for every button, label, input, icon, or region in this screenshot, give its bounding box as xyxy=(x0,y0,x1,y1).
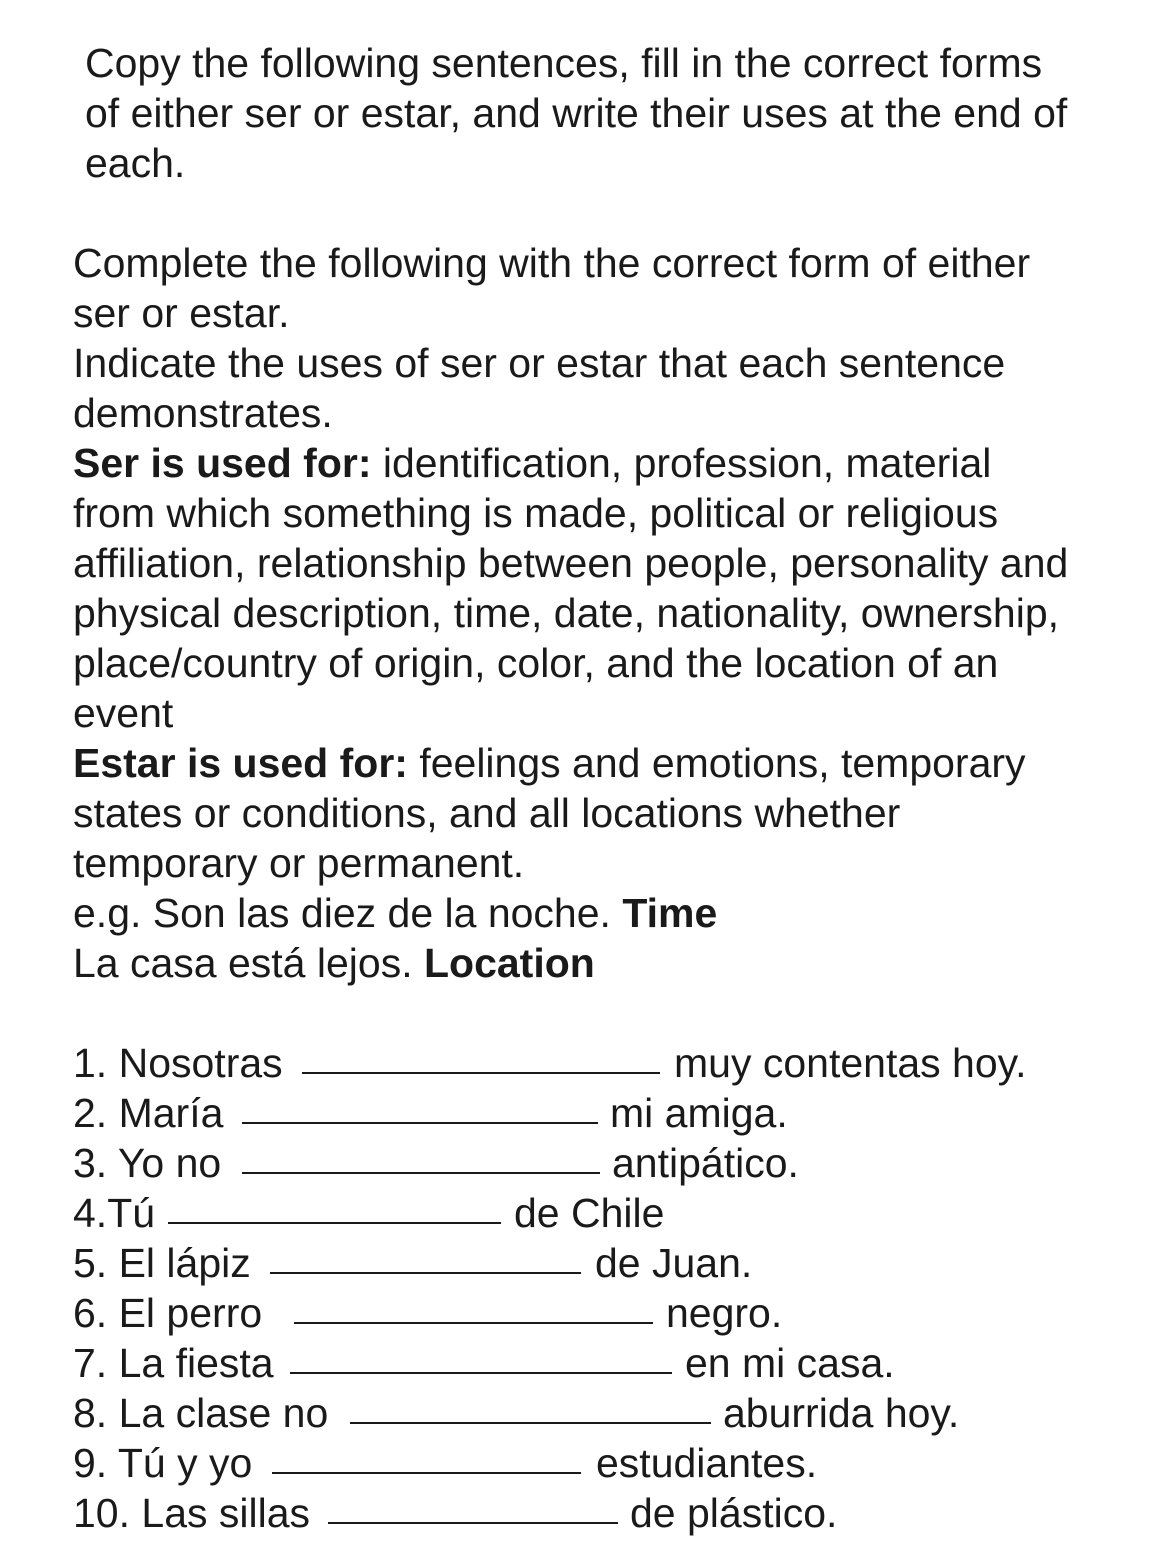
answer-blank[interactable] xyxy=(168,1222,501,1224)
example-time xyxy=(73,888,1133,938)
answer-blank[interactable] xyxy=(242,1172,600,1174)
exercise-item xyxy=(73,1038,1133,1088)
spacer xyxy=(73,188,1133,238)
exercise-item xyxy=(73,1338,1133,1388)
exercise-suffix: negro. xyxy=(666,1290,783,1336)
exercise-item xyxy=(73,1238,1133,1288)
exercise-suffix: de plástico. xyxy=(630,1490,838,1536)
answer-blank[interactable] xyxy=(270,1272,581,1274)
exercise-item xyxy=(73,1438,1133,1488)
exercise-item xyxy=(73,1188,1133,1238)
exercise-item xyxy=(73,1088,1133,1138)
exercise-suffix: estudiantes. xyxy=(596,1440,818,1486)
example-sentence: e.g. Son las diez de la noche. xyxy=(73,890,623,936)
complete-instruction: Complete the following with the correct form of either ser or estar. xyxy=(73,240,1031,336)
exercise-prefix: 1. Nosotras xyxy=(73,1040,283,1086)
exercise-prefix: 10. Las sillas xyxy=(73,1490,311,1536)
exercise-prefix: 8. La clase no xyxy=(73,1390,329,1436)
exercise-suffix: de Juan. xyxy=(595,1240,753,1286)
exercise-item xyxy=(73,1388,1133,1438)
exercise-prefix: 7. La fiesta xyxy=(73,1340,274,1386)
answer-blank[interactable] xyxy=(328,1522,618,1524)
example-use: Time xyxy=(622,890,718,936)
example-sentence: La casa está lejos. xyxy=(73,940,424,986)
answer-blank[interactable] xyxy=(272,1472,581,1474)
exercise-suffix: aburrida hoy. xyxy=(723,1390,960,1436)
exercise-item xyxy=(73,1138,1133,1188)
example-location xyxy=(73,938,1133,988)
indicate-instruction: Indicate the uses of ser or estar that each sentence demonstrates. xyxy=(73,340,1006,436)
exercise-prefix: 5. El lápiz xyxy=(73,1240,251,1286)
exercise-prefix: 4.Tú xyxy=(73,1190,156,1236)
answer-blank[interactable] xyxy=(350,1422,711,1424)
exercise-prefix: 2. María xyxy=(73,1090,224,1136)
exercise-prefix: 6. El perro xyxy=(73,1290,263,1336)
exercise-suffix: muy contentas hoy. xyxy=(674,1040,1027,1086)
exercise-prefix: 3. Yo no xyxy=(73,1140,222,1186)
exercise-item xyxy=(73,1288,1133,1338)
answer-blank[interactable] xyxy=(302,1072,660,1074)
exercise-list xyxy=(73,1038,1133,1538)
exercise-item xyxy=(73,1488,1133,1538)
estar-uses xyxy=(73,738,1083,888)
ser-uses xyxy=(73,438,1083,738)
exercise-suffix: en mi casa. xyxy=(685,1340,895,1386)
answer-blank[interactable] xyxy=(242,1122,598,1124)
exercise-suffix: de Chile xyxy=(514,1190,665,1236)
ser-uses-label: Ser is used for: xyxy=(73,440,372,486)
example-use: Location xyxy=(423,940,595,986)
estar-uses-label: Estar is used for: xyxy=(73,740,408,786)
exercise-prefix: 9. Tú y yo xyxy=(73,1440,253,1486)
exercise-suffix: antipático. xyxy=(612,1140,799,1186)
answer-blank[interactable] xyxy=(290,1372,672,1374)
spacer xyxy=(73,988,1133,1038)
worksheet xyxy=(73,38,1133,1538)
answer-blank[interactable] xyxy=(294,1322,653,1324)
estar-uses-text: feelings and emotions, temporary states or conditions, and all locations whether temporary or permanent. xyxy=(73,740,1026,886)
ser-uses-text: identification, profession, material from which something is made, political or religious affiliation, relationship between people, personality and physical description, time, date, nationality, ownership, place/country of origin, color, and the location of an event xyxy=(73,440,1069,736)
exercise-suffix: mi amiga. xyxy=(610,1090,788,1136)
copy-instruction: Copy the following sentences, fill in the correct forms of either ser or estar, and write their uses at the end of each. xyxy=(85,40,1068,186)
